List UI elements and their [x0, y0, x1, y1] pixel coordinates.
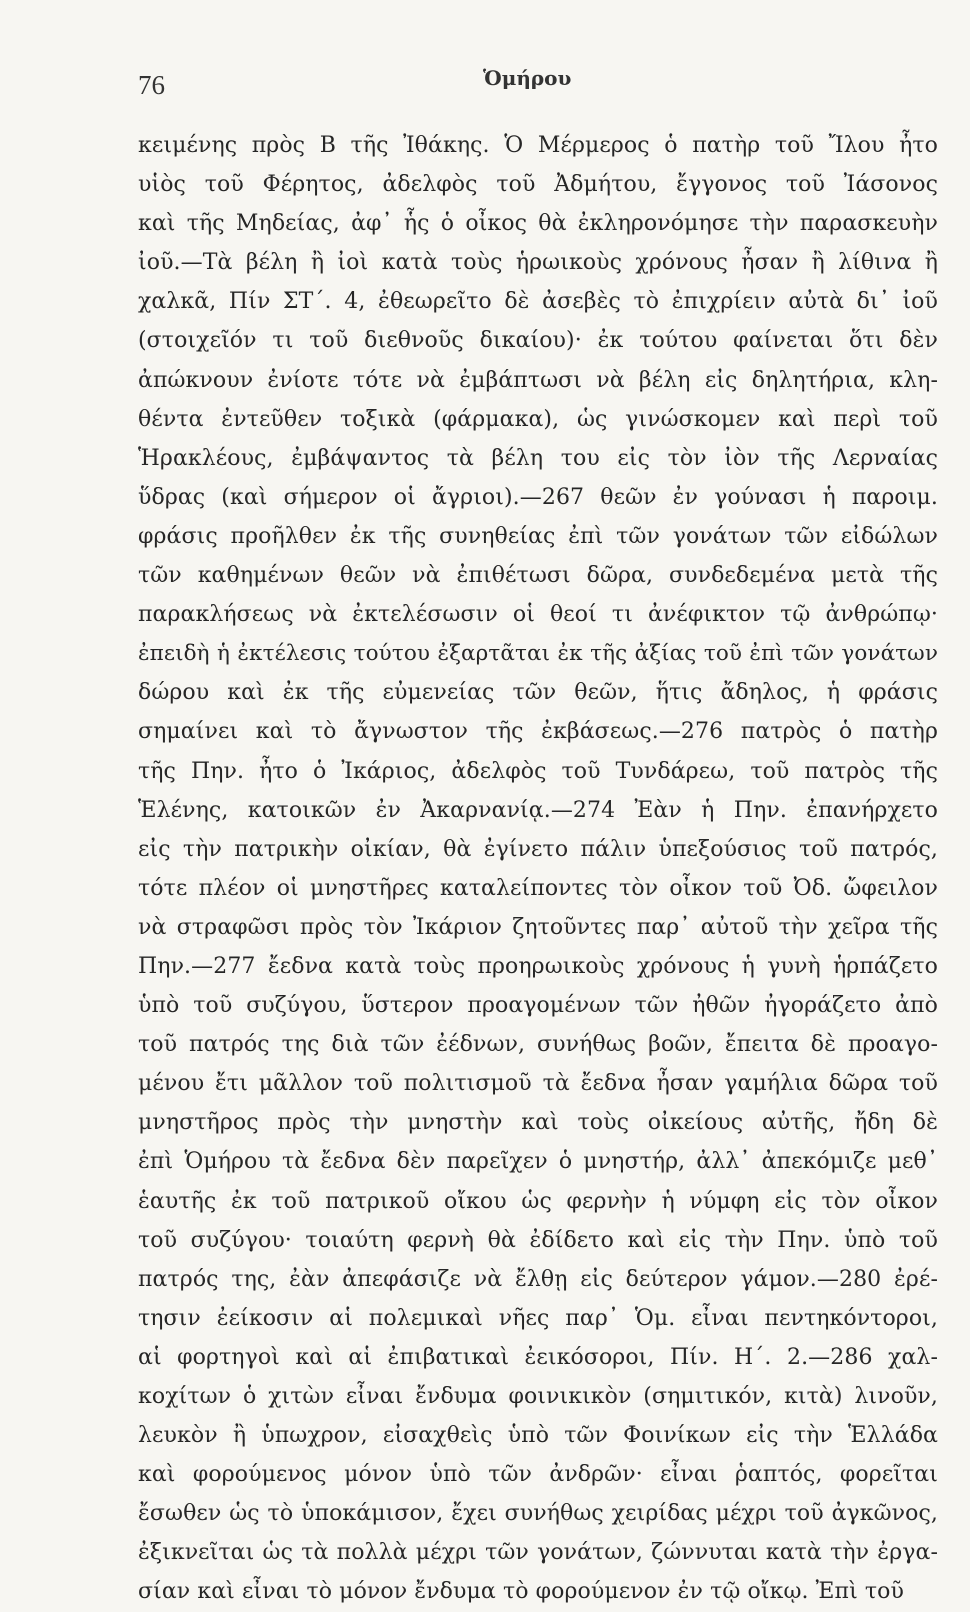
- text-line: Ἑλένης, κατοικῶν ἐν Ἀκαρνανίᾳ.—274 Ἐὰν ἡ Πην. ἐπανήρχετο: [138, 797, 938, 823]
- text-line: μένου ἔτι μᾶλλον τοῦ πολιτισμοῦ τὰ ἔεδνα ἦσαν γαμήλια δῶρα τοῦ: [138, 1071, 938, 1097]
- text-line: νὰ στραφῶσι πρὸς τὸν Ἰκάριον ζητοῦντες παρ᾽ αὐτοῦ τὴν χεῖρα τῆς: [138, 914, 938, 940]
- text-line: ἀπώκνουν ἐνίοτε τότε νὰ ἐμβάπτωσι νὰ βέλη εἰς δηλητήρια, κλη-: [138, 367, 938, 393]
- text-line: φράσις προῆλθεν ἐκ τῆς συνηθείας ἐπὶ τῶν γονάτων τῶν εἰδώλων: [138, 523, 938, 549]
- text-line: αἱ φορτηγοὶ καὶ αἱ ἐπιβατικαὶ ἐεικόσοροι, Πίν. Η΄. 2.—286 χαλ-: [138, 1344, 938, 1370]
- text-line: τοῦ πατρός της διὰ τῶν ἐέδνων, συνήθως βοῶν, ἔπειτα δὲ προαγο-: [138, 1032, 938, 1058]
- text-line: υἱὸς τοῦ Φέρητος, ἀδελφὸς τοῦ Ἀδμήτου, ἔγγονος τοῦ Ἰάσονος: [138, 172, 938, 198]
- text-line: μνηστῆρος πρὸς τὴν μνηστὴν καὶ τοὺς οἰκείους αὐτῆς, ἤδη δὲ: [138, 1110, 938, 1136]
- text-line: τοῦ συζύγου· τοιαύτη φερνὴ θὰ ἐδίδετο καὶ εἰς τὴν Πην. ὑπὸ τοῦ: [138, 1227, 938, 1253]
- page-number: 76: [138, 70, 165, 100]
- text-line: τότε πλέον οἱ μνηστῆρες καταλείποντες τὸν οἶκον τοῦ Ὀδ. ὤφειλον: [138, 875, 938, 901]
- page-header: [138, 62, 940, 102]
- text-line: Ἡρακλέους, ἐμβάψαντος τὰ βέλη του εἰς τὸν ἰὸν τῆς Λερναίας: [138, 445, 938, 471]
- text-line: δώρου καὶ ἐκ τῆς εὐμενείας τῶν θεῶν, ἥτις ἄδηλος, ἡ φράσις: [138, 680, 938, 706]
- text-line: (στοιχεῖόν τι τοῦ διεθνοῦς δικαίου)· ἐκ τούτου φαίνεται ὅτι δὲν: [138, 328, 938, 354]
- text-line: τῶν καθημένων θεῶν νὰ ἐπιθέτωσι δῶρα, συνδεδεμένα μετὰ τῆς: [138, 563, 938, 589]
- text-line: καὶ φορούμενος μόνον ὑπὸ τῶν ἀνδρῶν· εἶναι ῥαπτός, φορεῖται: [138, 1462, 938, 1488]
- text-line: εἰς τὴν πατρικὴν οἰκίαν, θὰ ἐγίνετο πάλιν ὑπεξούσιος τοῦ πατρός,: [138, 836, 938, 862]
- text-line: σημαίνει καὶ τὸ ἄγνωστον τῆς ἐκβάσεως.—276 πατρὸς ὁ πατὴρ: [138, 719, 938, 745]
- text-line: τῆς Πην. ἦτο ὁ Ἰκάριος, ἀδελφὸς τοῦ Τυνδάρεω, τοῦ πατρὸς τῆς: [138, 758, 938, 784]
- text-line: καὶ τῆς Μηδείας, ἀφ᾽ ἧς ὁ οἶκος θὰ ἐκληρονόμησε τὴν παρασκευὴν: [138, 211, 938, 237]
- text-line: ὑπὸ τοῦ συζύγου, ὕστερον προαγομένων τῶν ἠθῶν ἠγοράζετο ἀπὸ: [138, 993, 938, 1019]
- text-line: σίαν καὶ εἶναι τὸ μόνον ἔνδυμα τὸ φορούμενον ἐν τῷ οἴκῳ. Ἐπὶ τοῦ: [138, 1579, 905, 1605]
- text-line: χαλκᾶ, Πίν ΣΤ΄. 4, ἐθεωρεῖτο δὲ ἀσεβὲς τὸ ἐπιχρίειν αὐτὰ δι᾽ ἰοῦ: [138, 289, 938, 315]
- text-line: κοχίτων ὁ χιτὼν εἶναι ἔνδυμα φοινικικὸν (σημιτικόν, κιτὰ) λινοῦν,: [138, 1384, 938, 1409]
- text-line: πατρός της, ἐὰν ἀπεφάσιζε νὰ ἔλθῃ εἰς δεύτερον γάμον.—280 ἐρέ-: [138, 1266, 938, 1292]
- text-line: ὕδρας (καὶ σήμερον οἱ ἄγριοι).—267 θεῶν ἐν γούνασι ἡ παροιμ.: [138, 484, 938, 510]
- text-line: ἰοῦ.—Τὰ βέλη ἢ ἰοὶ κατὰ τοὺς ἡρωικοὺς χρόνους ἦσαν ἢ λίθινα ἢ: [138, 250, 938, 276]
- text-line: ἐπὶ Ὁμήρου τὰ ἔεδνα δὲν παρεῖχεν ὁ μνηστήρ, ἀλλ᾽ ἀπεκόμιζε μεθ᾽: [138, 1149, 938, 1175]
- text-line: ἐπειδὴ ἡ ἐκτέλεσις τούτου ἐξαρτᾶται ἐκ τῆς ἀξίας τοῦ ἐπὶ τῶν γονάτων: [138, 641, 938, 667]
- running-title: Ὁμήρου: [483, 66, 572, 90]
- text-line: κειμένης πρὸς Β τῆς Ἰθάκης. Ὁ Μέρμερος ὁ πατὴρ τοῦ Ἴλου ἦτο: [138, 133, 938, 158]
- text-line: ἔσωθεν ὡς τὸ ὑποκάμισον, ἔχει συνήθως χειρίδας μέχρι τοῦ ἀγκῶνος,: [138, 1501, 938, 1527]
- text-line: παρακλήσεως νὰ ἐκτελέσωσιν οἱ θεοί τι ἀνέφικτον τῷ ἀνθρώπῳ·: [138, 602, 938, 628]
- text-line: θέντα ἐντεῦθεν τοξικὰ (φάρμακα), ὡς γινώσκομεν καὶ περὶ τοῦ: [138, 406, 938, 432]
- text-line: λευκὸν ἢ ὑπωχρον, εἰσαχθεὶς ὑπὸ τῶν Φοινίκων εἰς τὴν Ἑλλάδα: [138, 1423, 938, 1449]
- text-line: ἑαυτῆς ἐκ τοῦ πατρικοῦ οἴκου ὡς φερνὴν ἡ νύμφη εἰς τὸν οἶκον: [138, 1188, 938, 1214]
- commentary-text: [138, 126, 938, 1612]
- text-line: ἐξικνεῖται ὡς τὰ πολλὰ μέχρι τῶν γονάτων, ζώννυται κατὰ τὴν ἐργα-: [138, 1540, 938, 1566]
- text-line: τησιν ἐείκοσιν αἱ πολεμικαὶ νῆες παρ᾽ Ὁμ. εἶναι πεντηκόντοροι,: [138, 1305, 938, 1331]
- text-line: Πην.—277 ἔεδνα κατὰ τοὺς προηρωικοὺς χρόνους ἡ γυνὴ ἡρπάζετο: [138, 953, 938, 979]
